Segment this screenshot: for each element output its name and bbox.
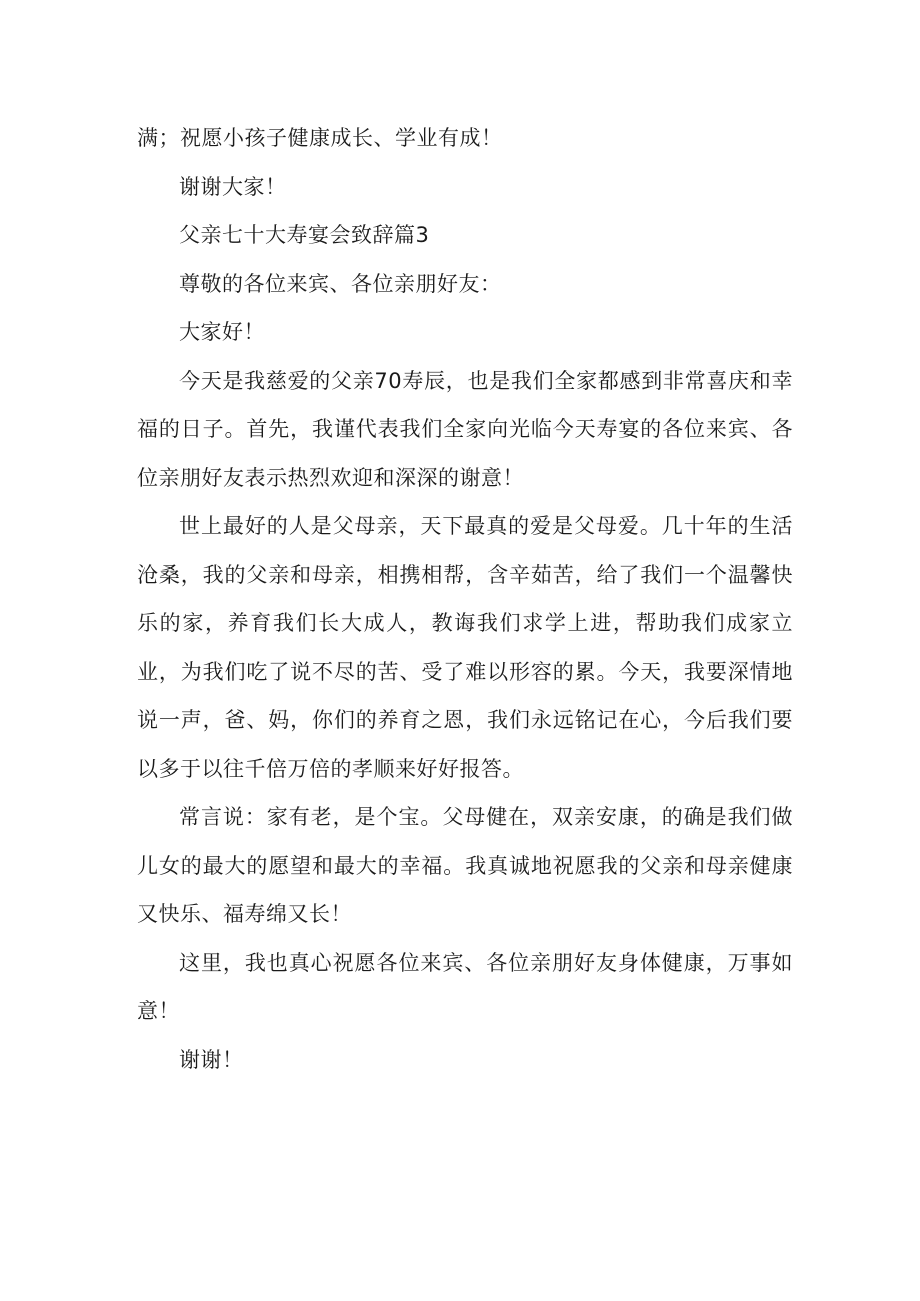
paragraph-opening: 今天是我慈爱的父亲70寿辰，也是我们全家都感到非常喜庆和幸福的日子。首先，我谨代表我们全家向光临今天寿宴的各位来宾、各位亲朋好友表示热烈欢迎和深深的谢意！: [137, 368, 793, 490]
thanks-line: 谢谢大家！: [179, 174, 287, 199]
paragraph-guests: 这里，我也真心祝愿各位来宾、各位亲朋好友身体健康，万事如意！: [137, 950, 793, 1023]
salutation: 尊敬的各位来宾、各位亲朋好友：: [179, 271, 502, 296]
paragraph-parents: 世上最好的人是父母亲，天下最真的爱是父母爱。几十年的生活沧桑，我的父亲和母亲，相携相帮，含辛茹苦，给了我们一个温馨快乐的家，养育我们长大成人，教诲我们求学上进，帮助我们成家立业，为我们吃了说不尽的苦、受了难以形容的累。今天，我要深情地说一声，爸、妈，你们的养育之恩，我们永远铭记在心，今后我们要以多于以往千倍万倍的孝顺来好好报答。: [137, 514, 793, 781]
greeting: 大家好！: [179, 320, 265, 344]
closing-thanks: 谢谢！: [179, 1047, 244, 1072]
section-title: 父亲七十大寿宴会致辞篇3: [179, 223, 430, 247]
paragraph-wishes: 常言说：家有老，是个宝。父母健在，双亲安康，的确是我们做儿女的最大的愿望和最大的幸福。我真诚地祝愿我的父亲和母亲健康又快乐、福寿绵又长！: [137, 805, 793, 926]
document-body: [137, 114, 793, 1084]
continuation-line: 满；祝愿小孩子健康成长、学业有成！: [137, 126, 503, 150]
